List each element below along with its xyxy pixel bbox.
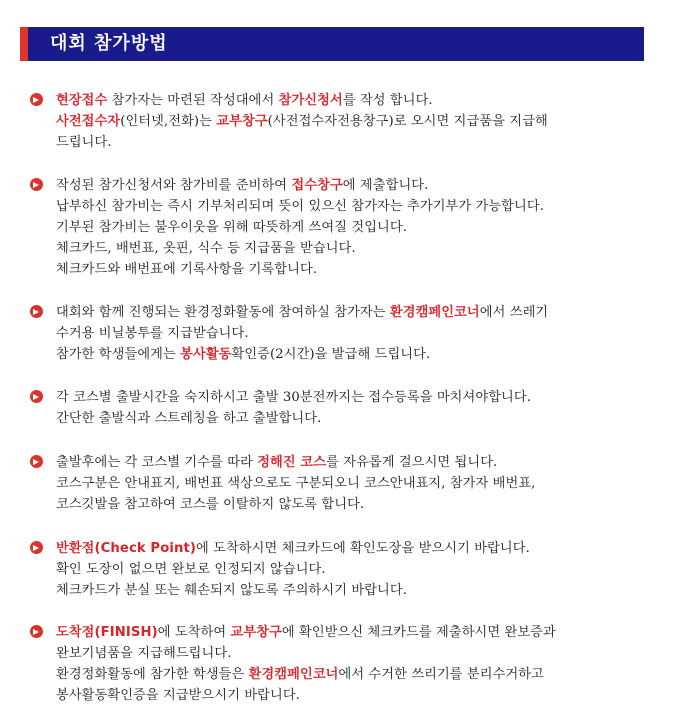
- text-segment: 코스깃발을 참고하여 코스를 이탈하지 않도록 합니다.: [56, 497, 365, 512]
- text-segment: 참가자는 마련된 작성대에서: [107, 93, 279, 108]
- text-segment: 대회와 함께 진행되는 환경정화활동에 참여하실 참가자는: [56, 305, 390, 320]
- highlight-term: 봉사활동: [180, 347, 232, 362]
- text-line: [56, 685, 681, 706]
- text-segment: 를 자유롭게 걸으시면 됩니다.: [326, 455, 498, 470]
- text-segment: 참가한 학생들에게는: [56, 347, 181, 362]
- text-segment: 를 작성 합니다.: [342, 93, 433, 108]
- text-segment: 작성된 참가신청서와 참가비를 준비하여: [56, 178, 292, 193]
- text-line: [56, 90, 681, 111]
- text-line: [56, 344, 681, 365]
- text-segment: (인터넷,전화)는: [120, 114, 217, 129]
- text-segment: (사전접수자전용창구)로 오시면 지급품을 지급해: [267, 114, 548, 129]
- highlight-term: 교부창구: [230, 625, 282, 640]
- text-segment: 봉사활동확인증을 지급받으시기 바랍니다.: [56, 688, 300, 703]
- text-segment: 에서 수거한 쓰리기를 분리수거하고: [338, 667, 544, 682]
- section-text: [56, 175, 681, 280]
- highlight-term: 반환점(Check Point): [56, 541, 196, 556]
- text-line: [56, 196, 681, 217]
- text-segment: 환경정화활동에 참가한 학생들은: [56, 667, 249, 682]
- text-segment: 드립니다.: [56, 135, 112, 150]
- section-text: [56, 90, 681, 153]
- highlight-term: 현장접수: [56, 93, 108, 108]
- text-line: [56, 408, 681, 429]
- text-segment: 체크카드가 분실 또는 훼손되지 않도록 주의하시기 바랍니다.: [56, 583, 408, 598]
- text-line: [56, 452, 681, 473]
- section-text: [56, 302, 681, 365]
- text-segment: 에 확인받으신 체크카드를 제출하시면 완보증과: [281, 625, 556, 640]
- arrow-bullet-icon: [30, 305, 43, 318]
- text-segment: 에 제출합니다.: [342, 178, 429, 193]
- text-line: [56, 494, 681, 515]
- text-line: [56, 580, 681, 601]
- text-segment: 에 도착하여: [157, 625, 231, 640]
- text-line: [56, 111, 681, 132]
- text-line: [56, 132, 681, 153]
- text-segment: 체크카드와 배번표에 기록사항을 기록합니다.: [56, 262, 318, 277]
- text-segment: 에서 쓰레기: [479, 305, 549, 320]
- text-segment: 확인 도장이 없으면 완보로 인정되지 않습니다.: [56, 562, 326, 577]
- arrow-bullet-icon: [30, 541, 43, 554]
- text-line: [56, 175, 681, 196]
- header-title: 대회 참가방법: [50, 33, 168, 54]
- text-segment: 출발후에는 각 코스별 기수를 따라: [56, 455, 258, 470]
- text-line: [56, 538, 681, 559]
- section-text: [56, 387, 681, 429]
- text-line: [56, 238, 681, 259]
- section-text: [56, 452, 681, 515]
- arrow-bullet-icon: [30, 455, 43, 468]
- highlight-term: 환경캠페인코너: [389, 305, 480, 320]
- arrow-bullet-icon: [30, 178, 43, 191]
- text-line: [56, 387, 681, 408]
- text-line: [56, 473, 681, 494]
- highlight-term: 교부창구: [216, 114, 268, 129]
- text-segment: 코스구분은 안내표지, 배번표 색상으로도 구분되오니 코스안내표지, 참가자 배번표,: [56, 476, 536, 491]
- text-line: [56, 559, 681, 580]
- text-line: [56, 664, 681, 685]
- text-segment: 간단한 출발식과 스트레칭을 하고 출발합니다.: [56, 411, 322, 426]
- text-segment: 수거용 비닐봉투를 지급받습니다.: [56, 326, 249, 341]
- header-accent-bar: [20, 27, 28, 61]
- text-line: [56, 217, 681, 238]
- highlight-term: 환경캠페인코너: [248, 667, 339, 682]
- text-segment: 기부된 참가비는 불우이웃을 위해 따뜻하게 쓰여질 것입니다.: [56, 220, 408, 235]
- highlight-term: 도착점(FINISH): [56, 625, 158, 640]
- text-line: [56, 622, 681, 643]
- text-segment: 에 도착하시면 체크카드에 확인도장을 받으시기 바랍니다.: [196, 541, 530, 556]
- arrow-bullet-icon: [30, 625, 43, 638]
- text-line: [56, 643, 681, 664]
- section-header: [20, 27, 644, 61]
- arrow-bullet-icon: [30, 390, 43, 403]
- text-segment: 확인증(2시간)을 발급해 드립니다.: [231, 347, 431, 362]
- section-text: [56, 538, 681, 601]
- text-line: [56, 302, 681, 323]
- arrow-bullet-icon: [30, 93, 43, 106]
- text-segment: 납부하신 참가비는 즉시 기부처리되며 뜻이 있으신 참가자는 추가기부가 가능합니다.: [56, 199, 544, 214]
- text-segment: 각 코스별 출발시간을 숙지하시고 출발 30분전까지는 접수등록을 마치셔야합니다.: [56, 390, 532, 405]
- section-text: [56, 622, 681, 706]
- text-segment: 체크카드, 배번표, 옷핀, 식수 등 지급품을 받습니다.: [56, 241, 356, 256]
- highlight-term: 정해진 코스: [257, 455, 327, 470]
- highlight-term: 접수창구: [291, 178, 343, 193]
- text-line: [56, 259, 681, 280]
- text-line: [56, 323, 681, 344]
- highlight-term: 사전접수자: [56, 114, 121, 129]
- text-segment: 완보기념품을 지급해드립니다.: [56, 646, 232, 661]
- highlight-term: 참가신청서: [278, 93, 343, 108]
